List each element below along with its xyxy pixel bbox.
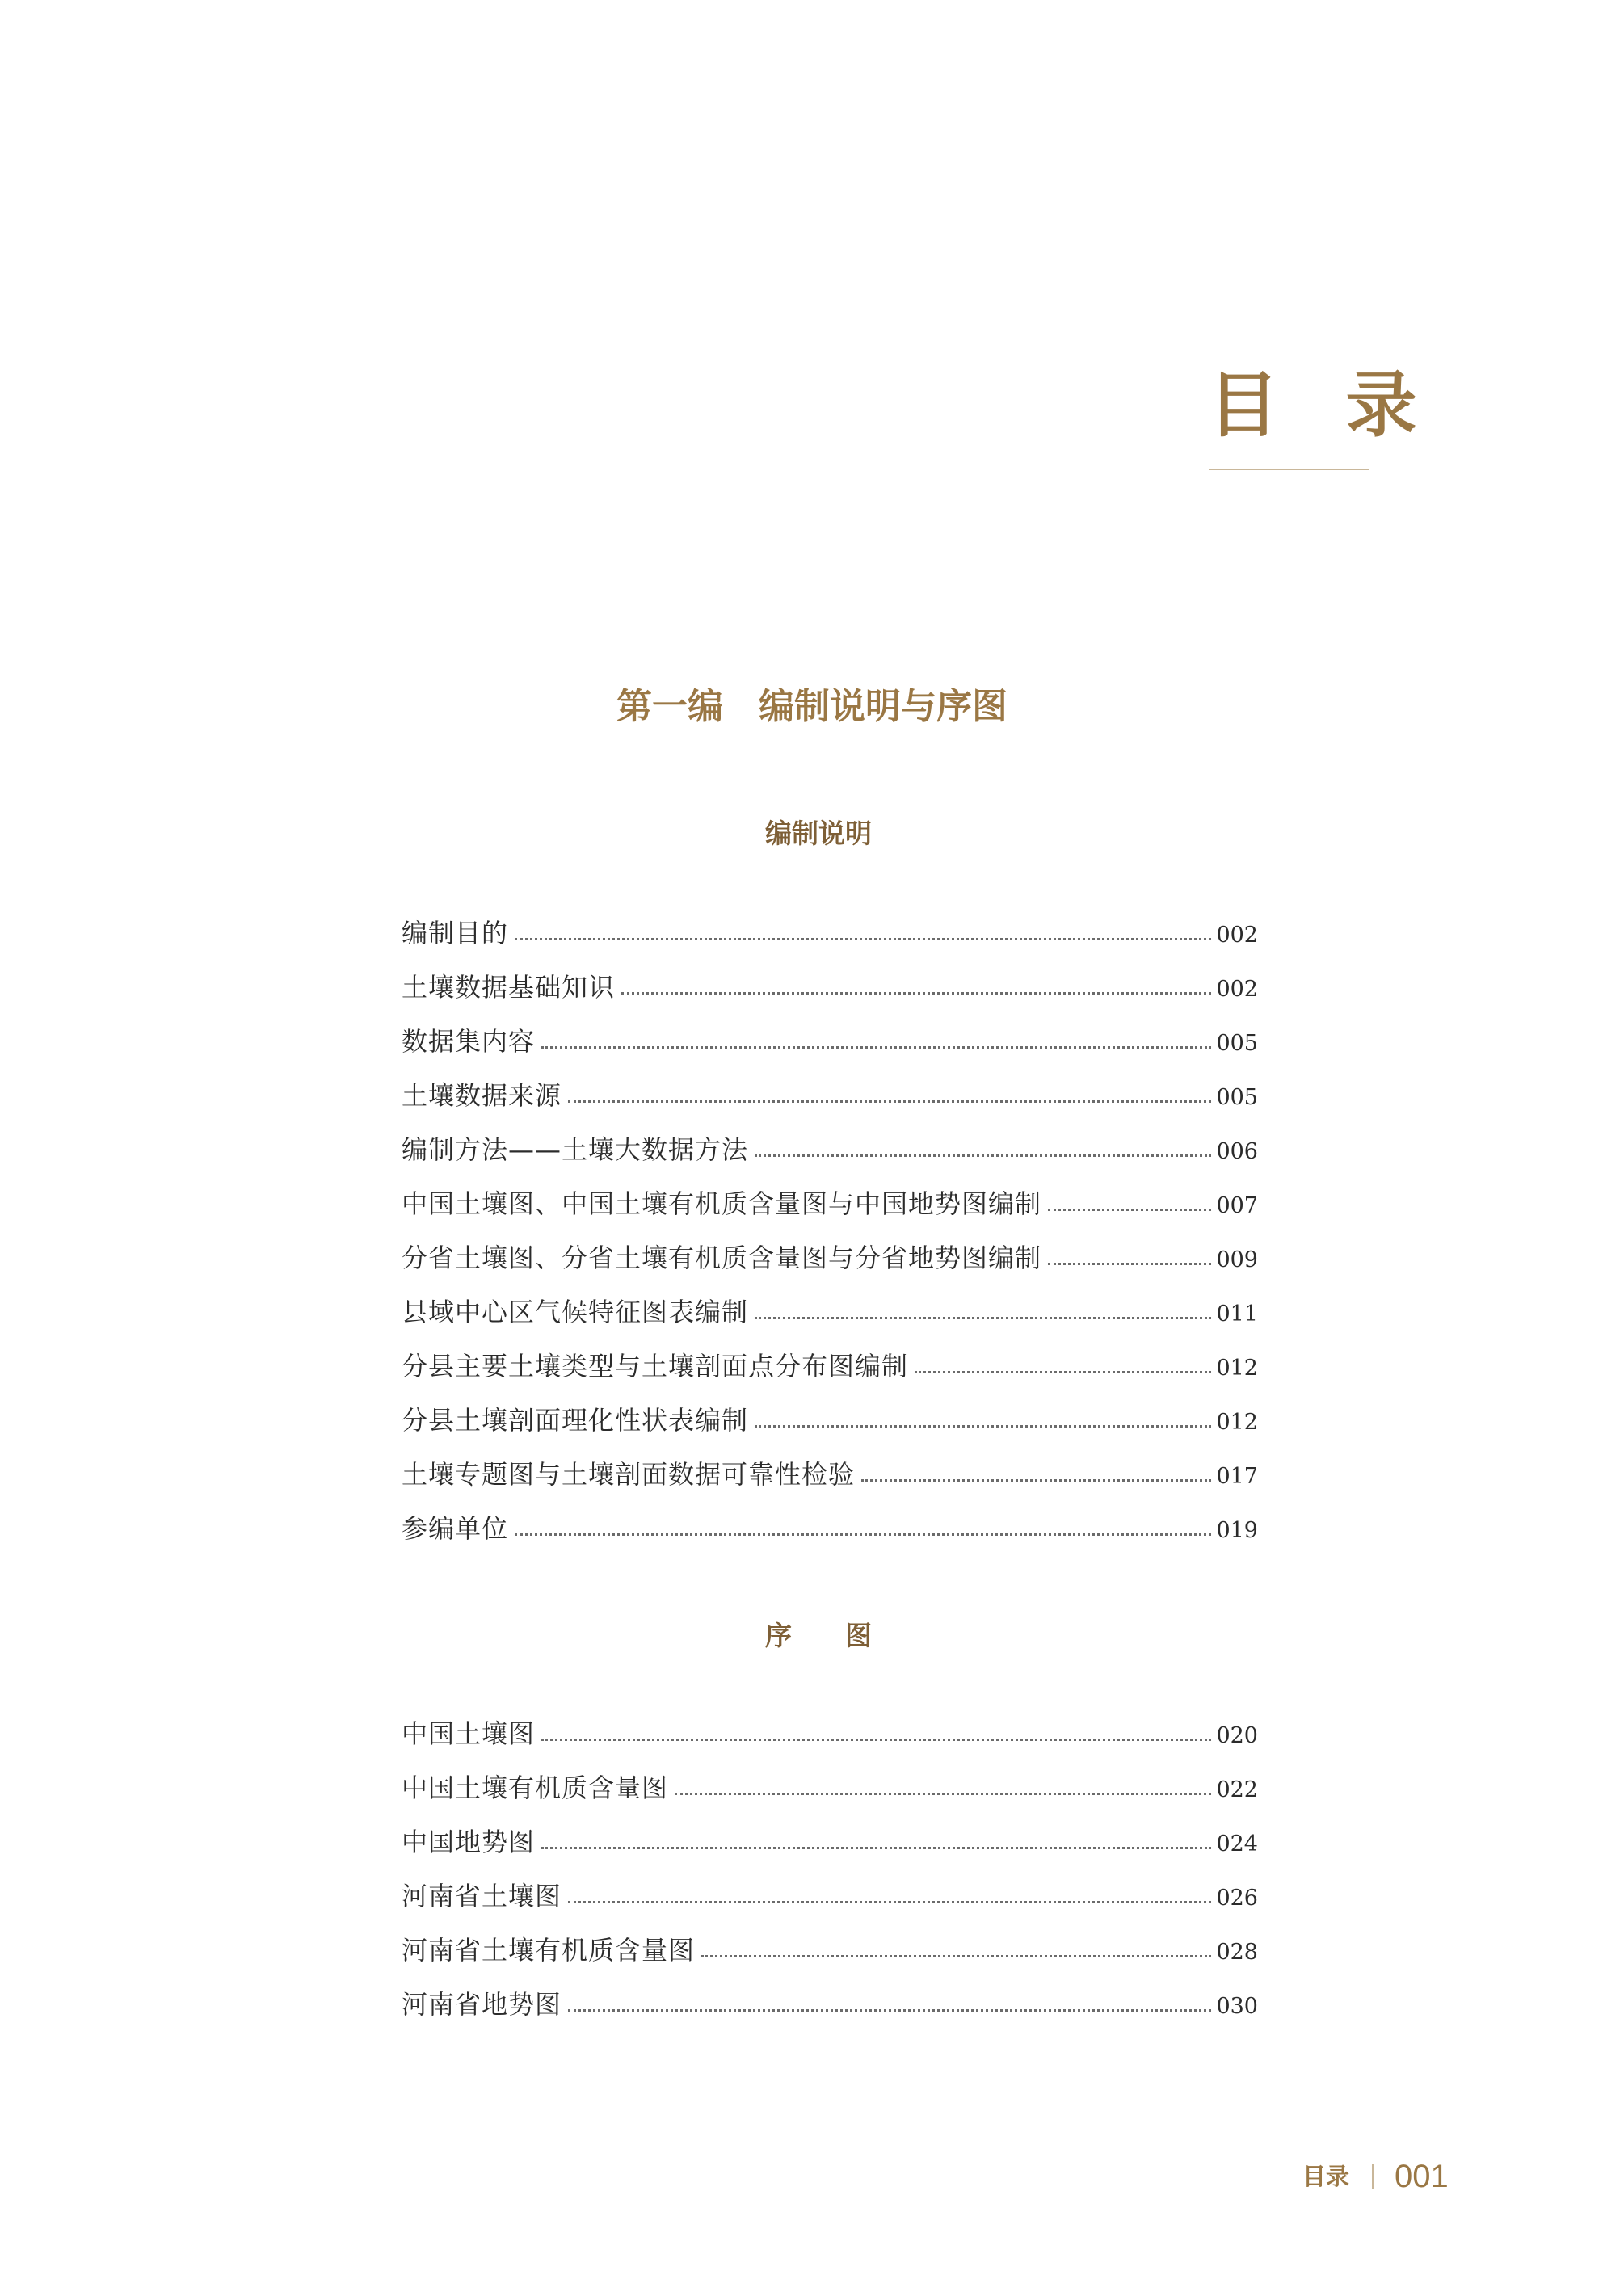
toc-entry-page: 020 [1216,1723,1258,1748]
toc-entry[interactable] [402,1054,1258,1111]
toc-entry[interactable] [402,1909,1258,1966]
toc-entry-label: 河南省土壤有机质含量图 [402,1935,696,1966]
dot-leader [568,1100,1211,1103]
section-heading-preface-maps: 序 图 [765,1620,872,1651]
toc-entry-label: 分省土壤图、分省土壤有机质含量图与分省地势图编制 [402,1243,1042,1273]
toc-entry-label: 分县土壤剖面理化性状表编制 [402,1405,749,1436]
toc-entry-page: 002 [1216,977,1258,1002]
toc-entry-label: 中国土壤图 [402,1718,536,1749]
toc-entry[interactable] [402,1271,1258,1325]
dot-leader [701,1955,1211,1957]
toc-entry-page: 017 [1216,1464,1258,1489]
toc-entry[interactable] [402,1433,1258,1490]
toc-entry-page: 012 [1216,1356,1258,1381]
toc-entry[interactable] [402,892,1258,946]
toc-entry-label: 参编单位 [402,1513,509,1544]
toc-entry[interactable] [402,946,1258,1003]
dot-leader [675,1793,1211,1795]
toc-entry-page: 030 [1216,1994,1258,2019]
toc-entry-label: 河南省地势图 [402,1989,562,2020]
footer-divider [1372,2164,1374,2189]
dot-leader [541,1847,1211,1849]
toc-entry-page: 011 [1216,1301,1258,1327]
toc-entry[interactable] [402,1000,1258,1057]
toc-entry-page: 005 [1216,1085,1258,1110]
toc-entry-label: 中国土壤图、中国土壤有机质含量图与中国地势图编制 [402,1188,1042,1219]
toc-entry-label: 编制方法——土壤大数据方法 [402,1134,749,1165]
section-heading-compilation-notes: 编制说明 [765,818,872,849]
dot-leader [915,1371,1211,1373]
page-title: 目 录 [1208,364,1438,447]
dot-leader [541,1739,1211,1741]
toc-entry[interactable] [402,1855,1258,1909]
toc-entry-page: 006 [1216,1139,1258,1164]
toc-entry-label: 数据集内容 [402,1026,536,1057]
toc-entry[interactable] [402,1693,1258,1747]
footer-section-label: 目录 [1302,2162,1350,2190]
title-underline [1209,469,1369,470]
dot-leader [515,938,1211,940]
dot-leader [621,992,1211,995]
toc-entry-page: 026 [1216,1886,1258,1911]
dot-leader [1048,1263,1211,1265]
dot-leader [1048,1209,1211,1211]
toc-entry-label: 土壤专题图与土壤剖面数据可靠性检验 [402,1459,856,1490]
toc-entry-page: 024 [1216,1831,1258,1857]
dot-leader [755,1317,1211,1319]
toc-entry[interactable] [402,1379,1258,1436]
toc-list-preface-maps [402,1693,1258,2020]
toc-entry-page: 009 [1216,1247,1258,1272]
toc-entry-page: 028 [1216,1940,1258,1965]
toc-entry-page: 002 [1216,923,1258,948]
toc-entry[interactable] [402,1487,1258,1544]
dot-leader [755,1425,1211,1428]
toc-entry-page: 022 [1216,1777,1258,1802]
toc-entry-label: 县域中心区气候特征图表编制 [402,1297,749,1327]
toc-entry-label: 土壤数据来源 [402,1080,562,1111]
dot-leader [541,1046,1211,1049]
toc-entry-label: 中国地势图 [402,1827,536,1857]
dot-leader [568,2009,1211,2012]
toc-entry-page: 007 [1216,1193,1258,1218]
toc-entry-label: 土壤数据基础知识 [402,972,616,1003]
toc-entry[interactable] [402,1163,1258,1217]
toc-entry[interactable] [402,1217,1258,1271]
toc-entry-page: 019 [1216,1518,1258,1543]
toc-entry-label: 河南省土壤图 [402,1881,562,1911]
toc-entry[interactable] [402,1325,1258,1379]
toc-list-compilation-notes [402,892,1258,1544]
dot-leader [515,1533,1211,1536]
dot-leader [568,1901,1211,1903]
toc-entry-page: 012 [1216,1410,1258,1435]
dot-leader [755,1154,1211,1157]
toc-entry-label: 中国土壤有机质含量图 [402,1772,669,1803]
dot-leader [861,1479,1211,1482]
part-heading: 第一编 编制说明与序图 [616,686,1008,727]
toc-entry[interactable] [402,1747,1258,1801]
toc-entry[interactable] [402,1108,1258,1163]
page-footer [1302,2160,1449,2193]
toc-entry[interactable] [402,1963,1258,2020]
toc-entry-label: 编制目的 [402,918,509,948]
toc-entry-page: 005 [1216,1031,1258,1056]
footer-page-number: 001 [1395,2159,1449,2194]
toc-entry-label: 分县主要土壤类型与土壤剖面点分布图编制 [402,1351,909,1381]
toc-entry[interactable] [402,1801,1258,1855]
